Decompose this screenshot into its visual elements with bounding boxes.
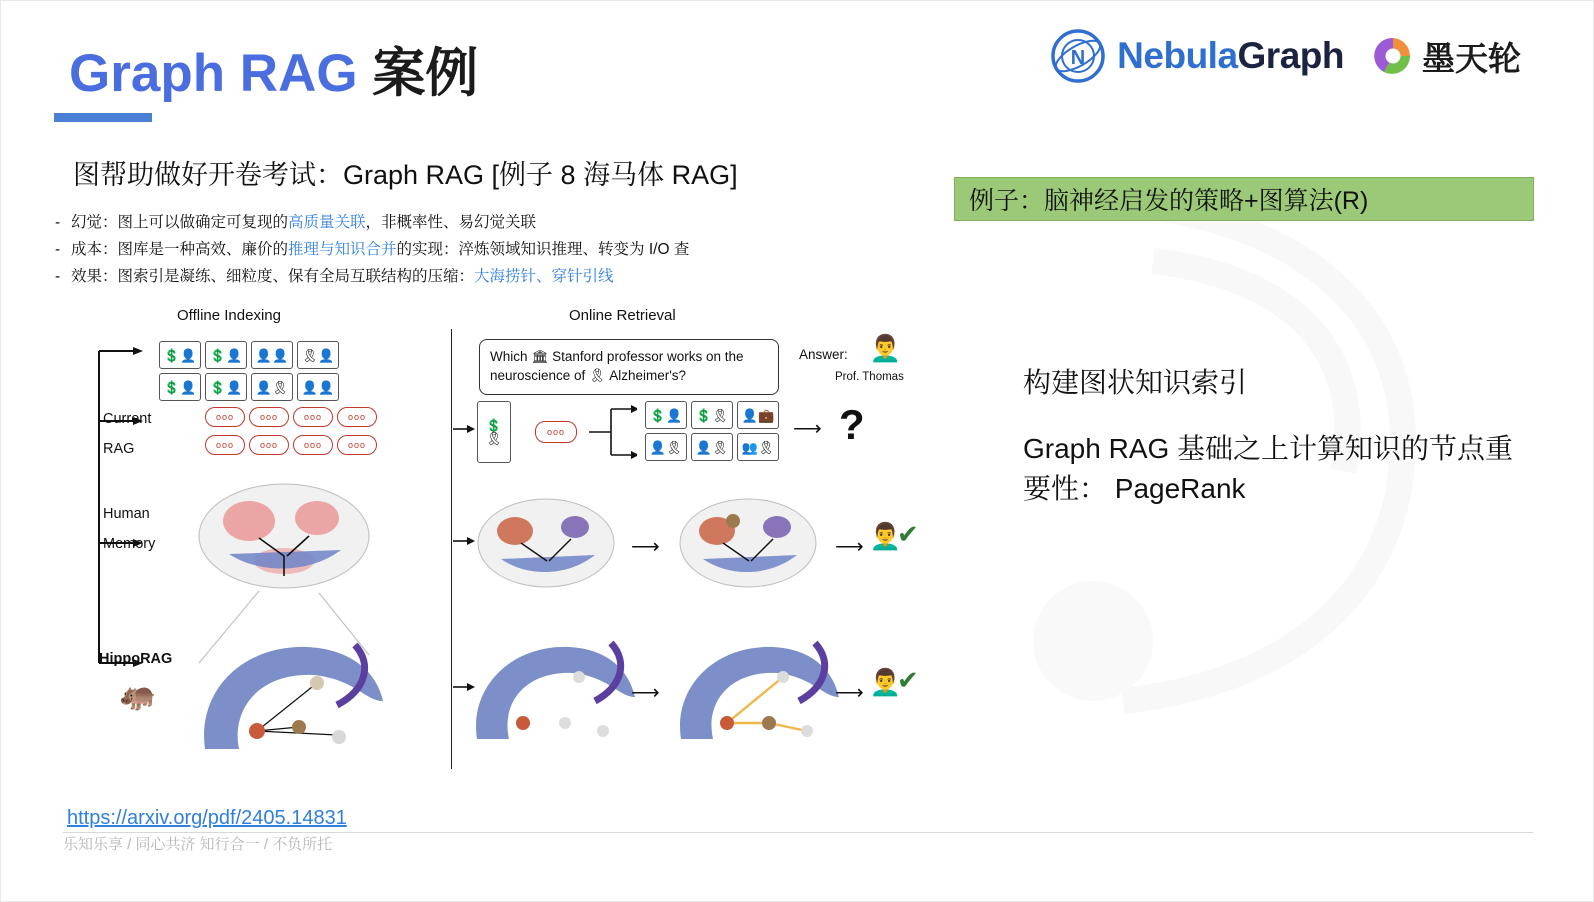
retrieved-chip: 👤🎗 xyxy=(691,433,733,461)
answer-avatar: 👨‍🦱 xyxy=(869,667,902,697)
embedding-dots: ooo xyxy=(205,435,245,455)
online-row-arrows xyxy=(451,401,479,701)
passage-chip: 🎗👤 xyxy=(297,341,339,369)
hippocampus-graph-offline xyxy=(187,631,407,761)
embedding-dots: ooo xyxy=(337,435,377,455)
hippocampus-graph-online-2 xyxy=(665,631,855,751)
list-item xyxy=(55,236,855,263)
right-paragraph-1: 构建图状知识索引 xyxy=(1023,367,1248,398)
embedding-dots: ooo xyxy=(337,407,377,427)
bullet-prefix: 成本：图库是一种高效、廉价的 xyxy=(71,241,289,259)
source-link[interactable]: https://arxiv.org/pdf/2405.14831 xyxy=(67,807,347,829)
callout-banner: 例子：脑神经启发的策略+图算法(R) xyxy=(954,177,1534,221)
motianlun-logo-icon xyxy=(1372,35,1414,77)
brain-illustration-retrieval-1 xyxy=(471,491,621,601)
hippo-mascot-icon: 🦛 xyxy=(119,679,157,712)
slide-subtitle: 图帮助做好开卷考试：Graph RAG [例子 8 海马体 RAG] xyxy=(73,160,738,190)
bullet-list xyxy=(55,209,855,290)
arrow-right: ⟶ xyxy=(631,682,660,704)
label-memory: Memory xyxy=(103,536,156,552)
svg-text:N: N xyxy=(1070,47,1086,69)
brain-illustration-retrieval-2 xyxy=(673,491,823,601)
embedding-dots: ooo xyxy=(205,407,245,427)
bullet-prefix: 效果：图索引是凝练、细粒度、保有全局互联结构的压缩： xyxy=(71,268,475,286)
bullet-highlight: 推理与知识合并 xyxy=(288,241,397,259)
page-title xyxy=(69,31,478,107)
embedding-dots: ooo xyxy=(249,435,289,455)
hipporag-figure xyxy=(79,301,919,771)
check-mark-icon: ✔ xyxy=(897,519,919,549)
bullet-prefix: 幻觉：图上可以做确定可复现的 xyxy=(71,214,289,231)
passage-chip: 👤🎗 xyxy=(251,373,293,401)
page-title-en: Graph RAG xyxy=(69,44,373,103)
embedding-dots: ooo xyxy=(249,407,289,427)
graph-word: Graph xyxy=(1237,35,1344,76)
retrieved-chip: 👤💼 xyxy=(737,401,779,429)
nebulagraph-wordmark xyxy=(1117,35,1344,77)
motianlun-wordmark: 墨天轮 xyxy=(1422,39,1521,77)
passage-chip: 💲👤 xyxy=(205,341,247,369)
footer-text: 乐知乐享 / 同心共济 知行合一 / 不负所托 xyxy=(63,836,333,853)
bullet-dash: - xyxy=(55,241,61,259)
figure-heading-offline: Offline Indexing xyxy=(177,307,281,324)
label-hipporag: HippoRAG xyxy=(99,651,173,667)
retrieved-chip: 👤🎗 xyxy=(645,433,687,461)
figure-heading-online: Online Retrieval xyxy=(569,307,676,324)
label-current: Current xyxy=(103,411,152,427)
list-item xyxy=(55,263,855,290)
bullet-suffix: ，非概率性、易幻觉关联 xyxy=(365,214,537,231)
label-human: Human xyxy=(103,506,150,522)
passage-chip: 👤👤 xyxy=(251,341,293,369)
professor-avatar: 👨‍🦱 xyxy=(869,333,902,363)
passage-chip: 👤👤 xyxy=(297,373,339,401)
motianlun-logo xyxy=(1372,33,1521,80)
list-item xyxy=(55,209,855,236)
passage-chip: 💲👤 xyxy=(159,373,201,401)
question-text: Which 🏛 Stanford professor works on the neuroscience of 🎗 Alzheimer's? xyxy=(490,349,744,383)
embedding-dots: ooo xyxy=(293,435,333,455)
embedding-dots: ooo xyxy=(293,407,333,427)
retrieved-chip: 👥🎗 xyxy=(737,433,779,461)
retrieved-chip: 💲🎗 xyxy=(691,401,733,429)
bullet-suffix: 的实现：淬炼领域知识推理、转变为 I/O 查 xyxy=(396,241,690,259)
nebulagraph-logo xyxy=(1051,29,1344,83)
nebula-word: Nebula xyxy=(1117,35,1238,76)
hippocampus-graph-online-1 xyxy=(461,631,651,751)
bullet-dash: - xyxy=(55,268,61,286)
arrow-right: ⟶ xyxy=(631,536,660,558)
prof-name-label: Prof. Thomas xyxy=(835,371,904,383)
check-mark-icon: ✔ xyxy=(897,665,919,695)
passage-chip: 💲👤 xyxy=(205,373,247,401)
title-underline xyxy=(54,113,152,122)
answer-avatar: 👨‍🦱 xyxy=(869,521,902,551)
arrow-right: ⟶ xyxy=(793,418,822,440)
answer-label: Answer: xyxy=(799,347,848,362)
branch-arrow xyxy=(587,401,637,463)
brain-illustration xyxy=(189,476,379,606)
retrieved-chip: 💲👤 xyxy=(645,401,687,429)
question-box xyxy=(479,339,779,395)
arrow-right: ⟶ xyxy=(835,536,864,558)
bullet-highlight: 高质量关联 xyxy=(288,214,366,231)
page-title-cn: 案例 xyxy=(372,44,479,103)
nebula-logo-icon xyxy=(1051,29,1105,83)
bullet-highlight: 大海捞针、穿针引线 xyxy=(474,268,614,286)
query-chip: 💲 🎗 xyxy=(477,401,511,463)
arrow-right: ⟶ xyxy=(835,682,864,704)
query-embedding-dots: ooo xyxy=(535,421,577,443)
label-rag: RAG xyxy=(103,441,135,457)
passage-chip: 💲👤 xyxy=(159,341,201,369)
unknown-answer-mark: ? xyxy=(839,401,865,448)
bullet-dash: - xyxy=(55,214,61,231)
right-paragraph-2: Graph RAG 基础之上计算知识的节点重要性： PageRank xyxy=(1023,433,1514,504)
brand-logos xyxy=(1051,29,1521,83)
